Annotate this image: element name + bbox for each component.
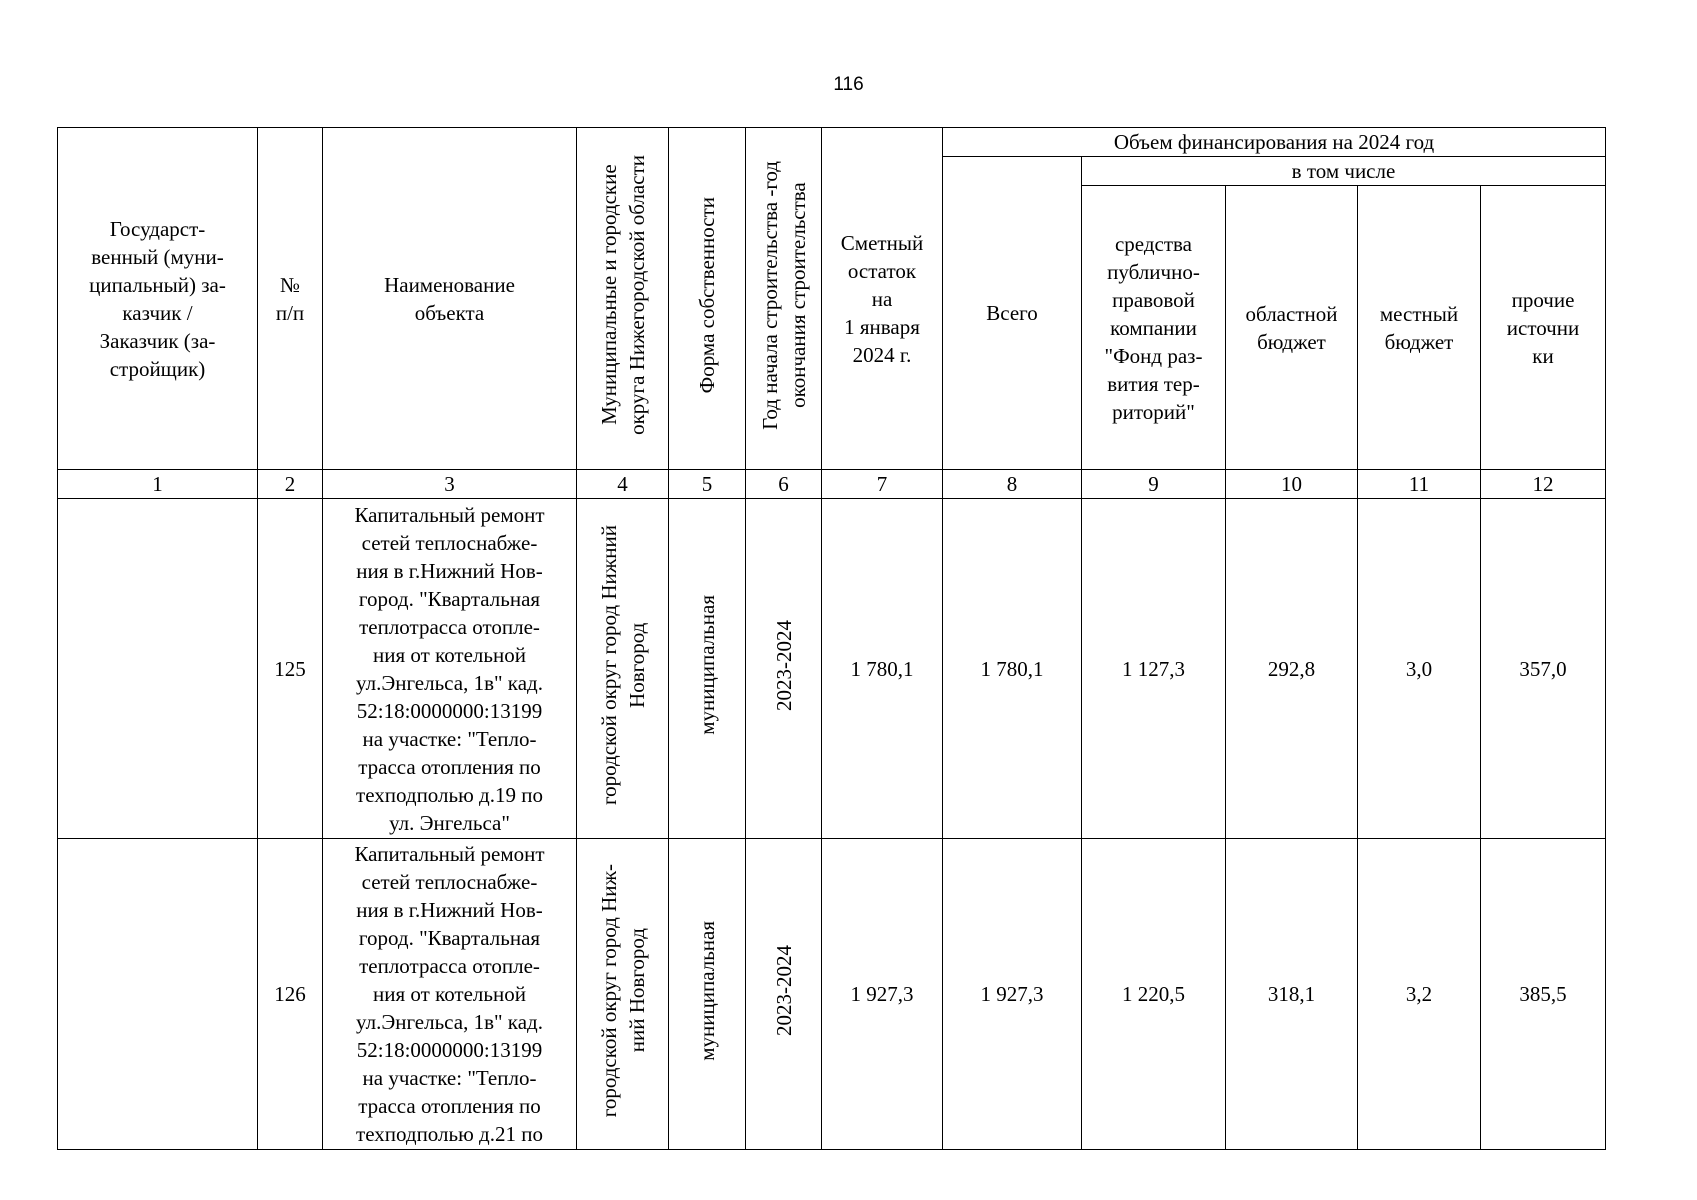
col-number: 8 [943,470,1082,499]
row-ownership: муниципальная [669,499,746,839]
header-ownership: Форма собственности [669,128,746,470]
header-fund: средства публично- правовой компании "Фонд раз- вития тер- риторий" [1082,186,1226,470]
col-number: 1 [58,470,258,499]
row-municipality: городской округ город Нижний Новгород [577,499,669,839]
col-number: 4 [577,470,669,499]
page-number: 116 [833,74,864,95]
header-including: в том числе [1082,157,1606,186]
table-row [58,499,1606,839]
header-regional-budget: областной бюджет [1226,186,1358,470]
col-number: 2 [258,470,323,499]
col-number: 7 [822,470,943,499]
row-construction-years: 2023-2024 [746,499,822,839]
header-construction-years: Год начала строительства -год окончания строительства [746,128,822,470]
row-customer [58,499,258,839]
row-customer [58,839,258,1150]
column-number-row [58,470,1606,499]
header-estimate-balance: Сметный остаток на 1 января 2024 г. [822,128,943,470]
header-row-1 [58,128,1606,157]
row-object-name: Капитальный ремонт сетей теплоснабже- ния в г.Нижний Нов- город. "Квартальная теплотрасса отопле- ния от котельной ул.Энгельса, 1в" кад. 52:18:0000000:13199 на участке: "Тепло- трасса отопления по техподполью д.19 по ул. Энгельса" [323,499,577,839]
header-municipality: Муниципальные и городские округа Нижегородской области [577,128,669,470]
header-number: № п/п [258,128,323,470]
row-other-sources: 385,5 [1481,839,1606,1150]
col-number: 5 [669,470,746,499]
row-number: 125 [258,499,323,839]
header-customer: Государст- венный (муни- ципальный) за- казчик / Заказчик (за- стройщик) [58,128,258,470]
table-row [58,839,1606,1150]
col-number: 12 [1481,470,1606,499]
row-fund: 1 127,3 [1082,499,1226,839]
col-number: 6 [746,470,822,499]
header-object-name: Наименование объекта [323,128,577,470]
row-municipality: городской округ город Ниж- ний Новгород [577,839,669,1150]
col-number: 3 [323,470,577,499]
row-estimate-balance: 1 780,1 [822,499,943,839]
header-other-sources: прочие источни ки [1481,186,1606,470]
row-fund: 1 220,5 [1082,839,1226,1150]
row-estimate-balance: 1 927,3 [822,839,943,1150]
row-local-budget: 3,0 [1358,499,1481,839]
row-total: 1 780,1 [943,499,1082,839]
col-number: 11 [1358,470,1481,499]
col-number: 9 [1082,470,1226,499]
row-local-budget: 3,2 [1358,839,1481,1150]
header-total: Всего [943,157,1082,470]
col-number: 10 [1226,470,1358,499]
row-ownership: муниципальная [669,839,746,1150]
row-other-sources: 357,0 [1481,499,1606,839]
row-object-name: Капитальный ремонт сетей теплоснабже- ния в г.Нижний Нов- город. "Квартальная теплотрасса отопле- ния от котельной ул.Энгельса, 1в" кад. 52:18:0000000:13199 на участке: "Тепло- трасса отопления по техподполью д.21 по [323,839,577,1150]
header-funding-group: Объем финансирования на 2024 год [943,128,1606,157]
row-regional-budget: 292,8 [1226,499,1358,839]
row-regional-budget: 318,1 [1226,839,1358,1150]
row-total: 1 927,3 [943,839,1082,1150]
row-construction-years: 2023-2024 [746,839,822,1150]
row-number: 126 [258,839,323,1150]
construction-objects-table [57,127,1606,1150]
header-local-budget: местный бюджет [1358,186,1481,470]
